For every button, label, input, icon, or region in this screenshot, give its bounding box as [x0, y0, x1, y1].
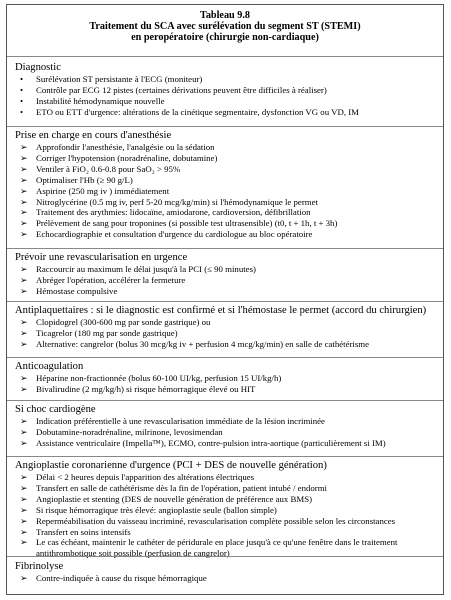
list-item: ➢ Hémostase compulsive [20, 285, 118, 296]
bullet-icon: • [20, 74, 24, 84]
list-item: ➢ Prélèvement de sang pour troponines (si possible test ultrasensible) (t0, t + 1h, t + 3h) [20, 218, 338, 229]
section-title: Prise en charge en cours d'anesthésie [15, 130, 172, 141]
divider [7, 456, 443, 457]
section-anticoagulation [11, 361, 439, 395]
table-heading [7, 10, 443, 43]
list-item: ➢ Bivalirudine (2 mg/kg/h) si risque hémorragique élevé ou HIT [20, 383, 256, 394]
arrow-bullet-icon: ➢ [20, 229, 28, 240]
arrow-bullet-icon: ➢ [20, 426, 28, 437]
document-table [6, 4, 444, 595]
arrow-bullet-icon: ➢ [20, 207, 28, 218]
divider [7, 56, 443, 57]
arrow-bullet-icon: ➢ [20, 338, 28, 349]
list-item: ➢ Ticagrelor (180 mg par sonde gastrique) [20, 327, 178, 338]
arrow-bullet-icon: ➢ [20, 174, 28, 185]
arrow-bullet-icon: ➢ [20, 472, 28, 482]
list-item: ➢ Transfert en salle de cathétérisme dès la fin de l'opération, patient intubé / endormi [20, 482, 327, 493]
arrow-bullet-icon: ➢ [20, 493, 28, 504]
divider [7, 400, 443, 401]
section-angioplasty [11, 460, 439, 559]
list-item: ➢ Dobutamine-noradrénaline, milrinone, levosimendan [20, 426, 223, 437]
list-item: ➢ Raccourcir au maximum le délai jusqu'à la PCI (≤ 90 minutes) [20, 264, 256, 274]
divider [7, 357, 443, 358]
list-item: ➢ Délai < 2 heures depuis l'apparition des altérations électriques [20, 472, 255, 482]
table-title: Traitement du SCA avec surélévation du segment ST (STEMI) [89, 21, 361, 32]
list-item: ➢ Reperméabilisation du vaisseau incriminé, revascularisation complète possible selon les circonstances [20, 515, 396, 526]
arrow-bullet-icon: ➢ [20, 264, 28, 274]
table-subtitle: en peropératoire (chirurgie non-cardiaque) [131, 32, 319, 43]
list-item: ➢ Transfert en soins intensifs [20, 526, 131, 537]
arrow-bullet-icon: ➢ [20, 526, 28, 537]
list-item: ➢ Si risque hémorragique très élevé: angioplastie seule (ballon simple) [20, 504, 277, 515]
section-title: Antiplaquettaires : si le diagnostic est confirmé et si l'hémostase le permet (accord du chirurgien) [15, 305, 427, 316]
bullet-icon: • [20, 106, 24, 117]
section-title: Prévoir une revascularisation en urgence [15, 252, 188, 263]
arrow-bullet-icon: ➢ [20, 142, 28, 152]
section-anesthesia [11, 130, 439, 240]
bullet-icon: • [20, 95, 24, 106]
arrow-bullet-icon: ➢ [20, 285, 28, 296]
arrow-bullet-icon: ➢ [20, 152, 28, 163]
divider [7, 301, 443, 302]
bullet-icon: • [20, 84, 24, 95]
list-item: ➢ Aspirine (250 mg iv ) immédiatement [20, 185, 170, 196]
list-item: ➢ Indication préférentielle à une revascularisation immédiate de la lésion incriminée [20, 416, 325, 426]
list-item: ➢ Ventiler à FiO₂ 0.6-0.8 pour SaO₂ > 95% [20, 163, 181, 174]
arrow-bullet-icon: ➢ [20, 317, 28, 327]
section-revascularisation [11, 252, 439, 297]
arrow-bullet-icon: ➢ [20, 416, 28, 426]
list-item: ➢ Corriger l'hypotension (noradrénaline, dobutamine) [20, 152, 218, 163]
arrow-bullet-icon: ➢ [20, 163, 28, 174]
list-item: ➢ Approfondir l'anesthésie, l'analgésie ou la sédation [20, 142, 215, 152]
arrow-bullet-icon: ➢ [20, 218, 28, 229]
arrow-bullet-icon: ➢ [20, 383, 28, 394]
list-item: ➢ Abréger l'opération, accélérer la fermeture [20, 274, 186, 285]
list-item: ➢ Optimaliser l'Hb (≥ 90 g/L) [20, 174, 133, 185]
arrow-bullet-icon: ➢ [20, 515, 28, 526]
arrow-bullet-icon: ➢ [20, 274, 28, 285]
arrow-bullet-icon: ➢ [20, 373, 28, 383]
list-item: ➢ Alternative: cangrelor (bolus 30 mcg/kg iv + perfusion 4 mcg/kg/min) en salle de cathétérisme [20, 338, 370, 349]
list-item: • ETO ou ETT d'urgence: altérations de la cinétique segmentaire, dysfonction VG ou VD, IM [20, 106, 360, 117]
arrow-bullet-icon: ➢ [20, 573, 28, 583]
list-item: • Surélévation ST persistante à l'ECG (moniteur) [20, 74, 203, 84]
section-title: Si choc cardiogène [15, 404, 96, 415]
list-item: • Contrôle par ECG 12 pistes (certaines dérivations peuvent être difficiles à réaliser) [20, 84, 327, 95]
list-item: ➢ Héparine non-fractionnée (bolus 60-100 UI/kg, perfusion 15 UI/kg/h) [20, 373, 282, 383]
arrow-bullet-icon: ➢ [20, 437, 28, 448]
arrow-bullet-icon: ➢ [20, 537, 28, 548]
arrow-bullet-icon: ➢ [20, 196, 28, 207]
divider [7, 556, 443, 557]
section-fibrinolysis [11, 561, 439, 584]
list-item: ➢ Traitement des arythmies: lidocaïne, amiodarone, cardioversion, défibrillation [20, 207, 311, 218]
list-item: ➢ Echocardiographie et consultation d'urgence du cardiologue au bloc opératoire [20, 229, 313, 240]
list-item: ➢ Contre-indiquée à cause du risque hémorragique [20, 573, 207, 583]
section-title: Anticoagulation [15, 361, 84, 372]
list-item: ➢ Nitroglycérine (0.5 mg iv, perf 5-20 mcg/kg/min) si l'hémodynamique le permet [20, 196, 318, 207]
divider [7, 248, 443, 249]
list-item: • Instabilité hémodynamique nouvelle [20, 95, 165, 106]
arrow-bullet-icon: ➢ [20, 185, 28, 196]
arrow-bullet-icon: ➢ [20, 482, 28, 493]
section-title: Angioplastie coronarienne d'urgence (PCI + DES de nouvelle génération) [15, 460, 327, 471]
table-number: Tableau 9.8 [199, 10, 250, 21]
section-diagnostic [11, 62, 439, 118]
section-antiplatelets [11, 305, 439, 350]
list-item: ➢ Le cas échéant, maintenir le cathéter de péridurale en place jusqu'à ce qu'une fenêtre dans le traitement antithrombotique soit possible (perfusion de cangrelor) [20, 537, 398, 559]
section-title: Fibrinolyse [15, 561, 64, 572]
list-item: ➢ Angioplastie et stenting (DES de nouvelle génération de préférence aux BMS) [20, 493, 313, 504]
list-item: ➢ Clopidogrel (300-600 mg par sonde gastrique) ou [20, 317, 211, 327]
section-title: Diagnostic [15, 62, 61, 73]
section-cardiogenic-shock [11, 404, 439, 449]
list-item: ➢ Assistance ventriculaire (Impella™), ECMO, contre-pulsion intra-aortique (particulièrement si IM) [20, 437, 386, 448]
divider [7, 126, 443, 127]
arrow-bullet-icon: ➢ [20, 327, 28, 338]
arrow-bullet-icon: ➢ [20, 504, 28, 515]
